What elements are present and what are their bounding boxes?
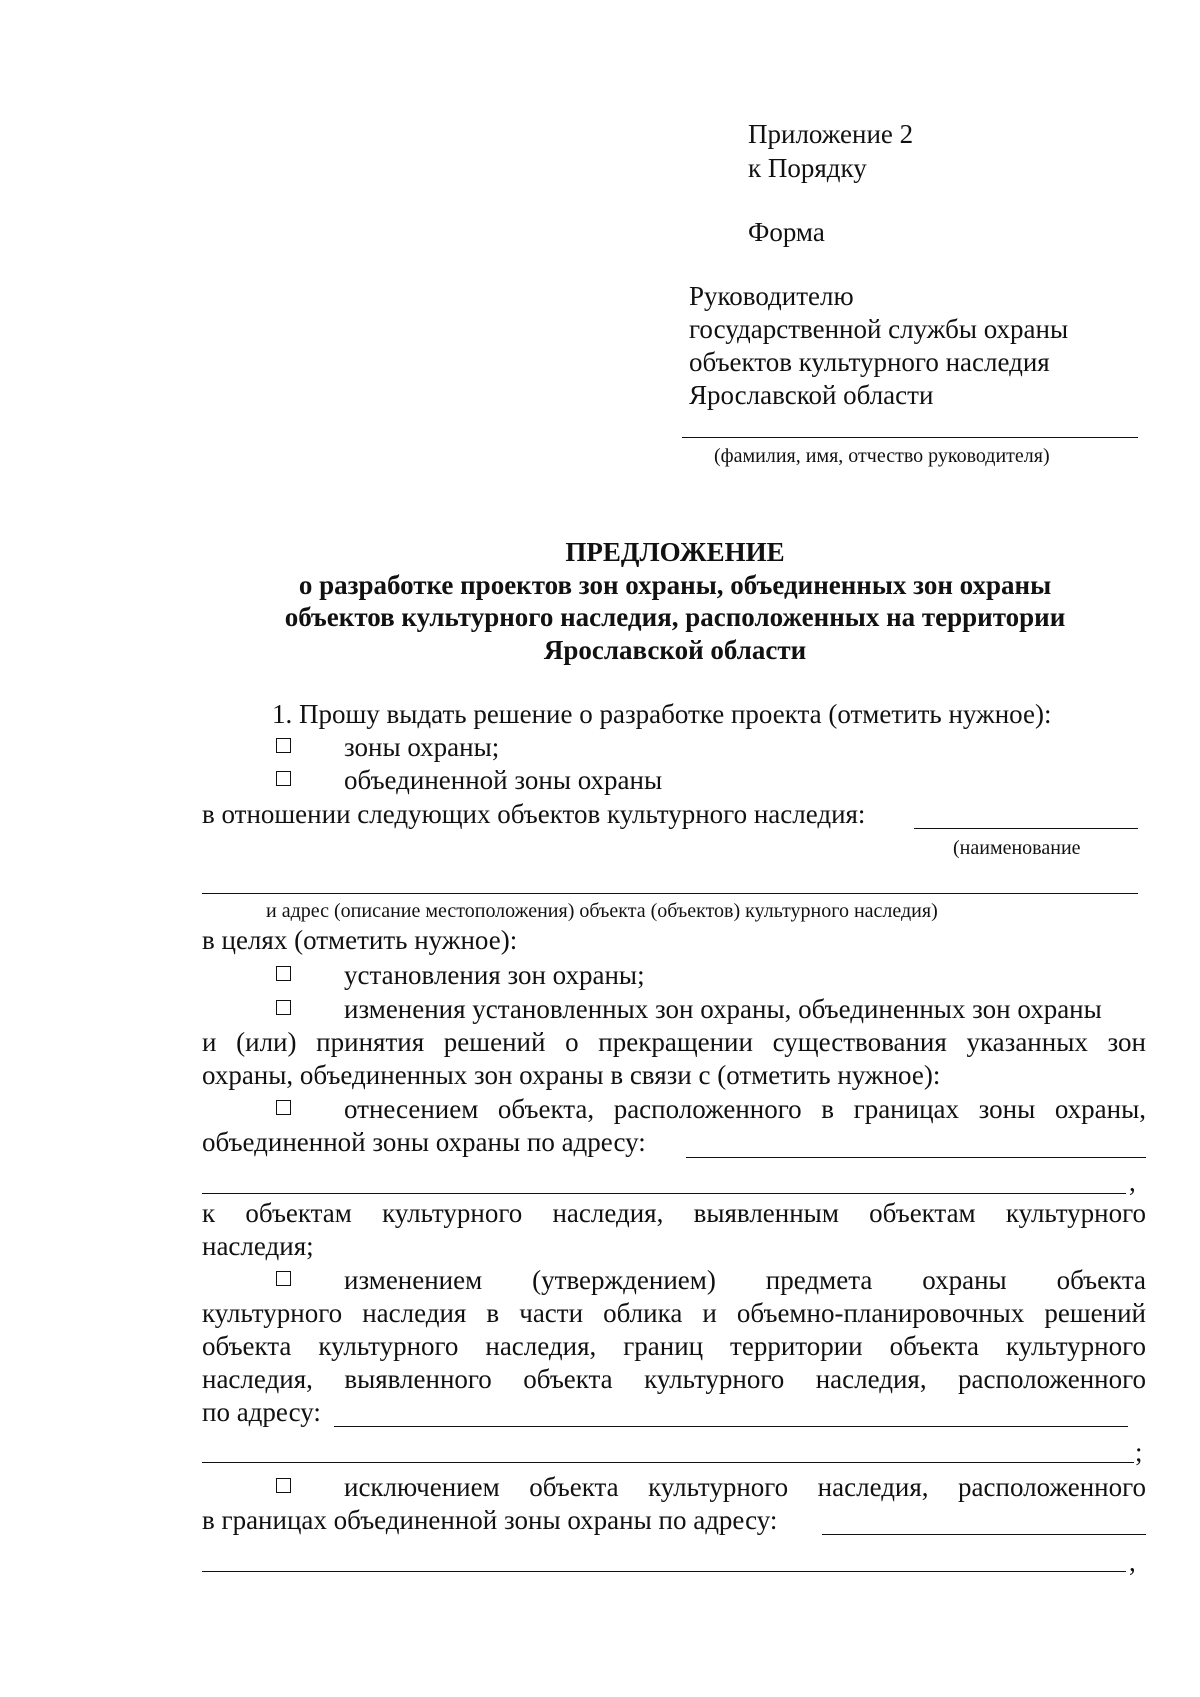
reason-1-line-4: наследия; — [202, 1231, 314, 1261]
object-address-caption: и адрес (описание местоположения) объекта (объектов) культурного наследия) — [266, 900, 938, 922]
reason-3-comma: , — [1129, 1547, 1136, 1577]
goal-change-line-1: изменения установленных зон охраны, объединенных зон охраны — [344, 994, 1102, 1024]
reason-2-semicolon: ; — [1135, 1437, 1143, 1467]
addressee-line-3: объектов культурного наследия — [689, 347, 1050, 377]
object-address-field[interactable] — [202, 893, 1138, 894]
reason-1-line-1: отнесением объекта, расположенного в границах зоны охраны, — [344, 1094, 1146, 1124]
reason-2-line-4: наследия, выявленного объекта культурного наследия, расположенного — [202, 1364, 1146, 1394]
director-name-caption: (фамилия, имя, отчество руководителя) — [714, 445, 1050, 467]
object-name-caption: (наименование — [953, 837, 1081, 859]
reason-2-address-field[interactable] — [334, 1426, 1128, 1427]
checkbox-united-zone[interactable] — [276, 771, 291, 786]
director-name-field[interactable] — [682, 437, 1138, 438]
checkbox-reason-exclusion[interactable] — [276, 1478, 291, 1493]
document-heading: ПРЕДЛОЖЕНИЕ — [565, 537, 785, 567]
option-united-zone-label: объединенной зоны охраны — [344, 765, 663, 795]
addressee-line-4: Ярославской области — [689, 380, 934, 410]
objects-line-label: в отношении следующих объектов культурного наследия: — [202, 799, 866, 829]
reason-1-comma: , — [1129, 1167, 1136, 1197]
reason-1-line-2: объединенной зоны охраны по адресу: — [202, 1127, 646, 1157]
goals-label: в целях (отметить нужное): — [202, 925, 518, 955]
appendix-label: Приложение 2 — [748, 119, 914, 149]
checkbox-change[interactable] — [276, 1000, 291, 1015]
objects-name-field[interactable] — [914, 828, 1138, 829]
reason-3-address-field[interactable] — [822, 1534, 1146, 1535]
checkbox-zone[interactable] — [276, 738, 291, 753]
request-paragraph: 1. Прошу выдать решение о разработке проекта (отметить нужное): — [272, 699, 1052, 729]
reason-2-line-5: по адресу: — [202, 1397, 321, 1427]
reason-2-line-3: объекта культурного наследия, границ территории объекта культурного — [202, 1331, 1146, 1361]
reason-1-address-field-2[interactable] — [202, 1193, 1126, 1194]
reason-3-line-1: исключением объекта культурного наследия, расположенного — [344, 1472, 1146, 1502]
title-line-1: о разработке проектов зон охраны, объединенных зон охраны — [298, 570, 1052, 600]
reason-3-address-field-2[interactable] — [202, 1571, 1126, 1572]
title-line-2: объектов культурного наследия, расположенных на территории — [284, 602, 1066, 632]
reason-3-line-2: в границах объединенной зоны охраны по адресу: — [202, 1505, 778, 1535]
addressee-line-2: государственной службы охраны — [689, 314, 1069, 344]
addressee-line-1: Руководителю — [689, 281, 854, 311]
title-line-3: Ярославской области — [543, 635, 807, 665]
order-reference: к Порядку — [748, 153, 867, 183]
reason-1-address-field[interactable] — [686, 1157, 1146, 1158]
checkbox-establish[interactable] — [276, 966, 291, 981]
reason-2-address-field-2[interactable] — [202, 1462, 1134, 1463]
reason-1-line-3: к объектам культурного наследия, выявленным объектам культурного — [202, 1198, 1146, 1228]
goal-establish-label: установления зон охраны; — [344, 960, 645, 990]
goal-change-line-2: и (или) принятия решений о прекращении существования указанных зон — [202, 1027, 1146, 1057]
goal-change-line-3: охраны, объединенных зон охраны в связи с (отметить нужное): — [202, 1060, 941, 1090]
checkbox-reason-subject[interactable] — [276, 1271, 291, 1286]
checkbox-reason-classification[interactable] — [276, 1100, 291, 1115]
reason-2-line-2: культурного наследия в части облика и объемно-планировочных решений — [202, 1298, 1146, 1328]
option-zone-label: зоны охраны; — [344, 732, 500, 762]
form-label: Форма — [748, 217, 825, 247]
reason-2-line-1: изменением (утверждением) предмета охраны объекта — [344, 1265, 1146, 1295]
